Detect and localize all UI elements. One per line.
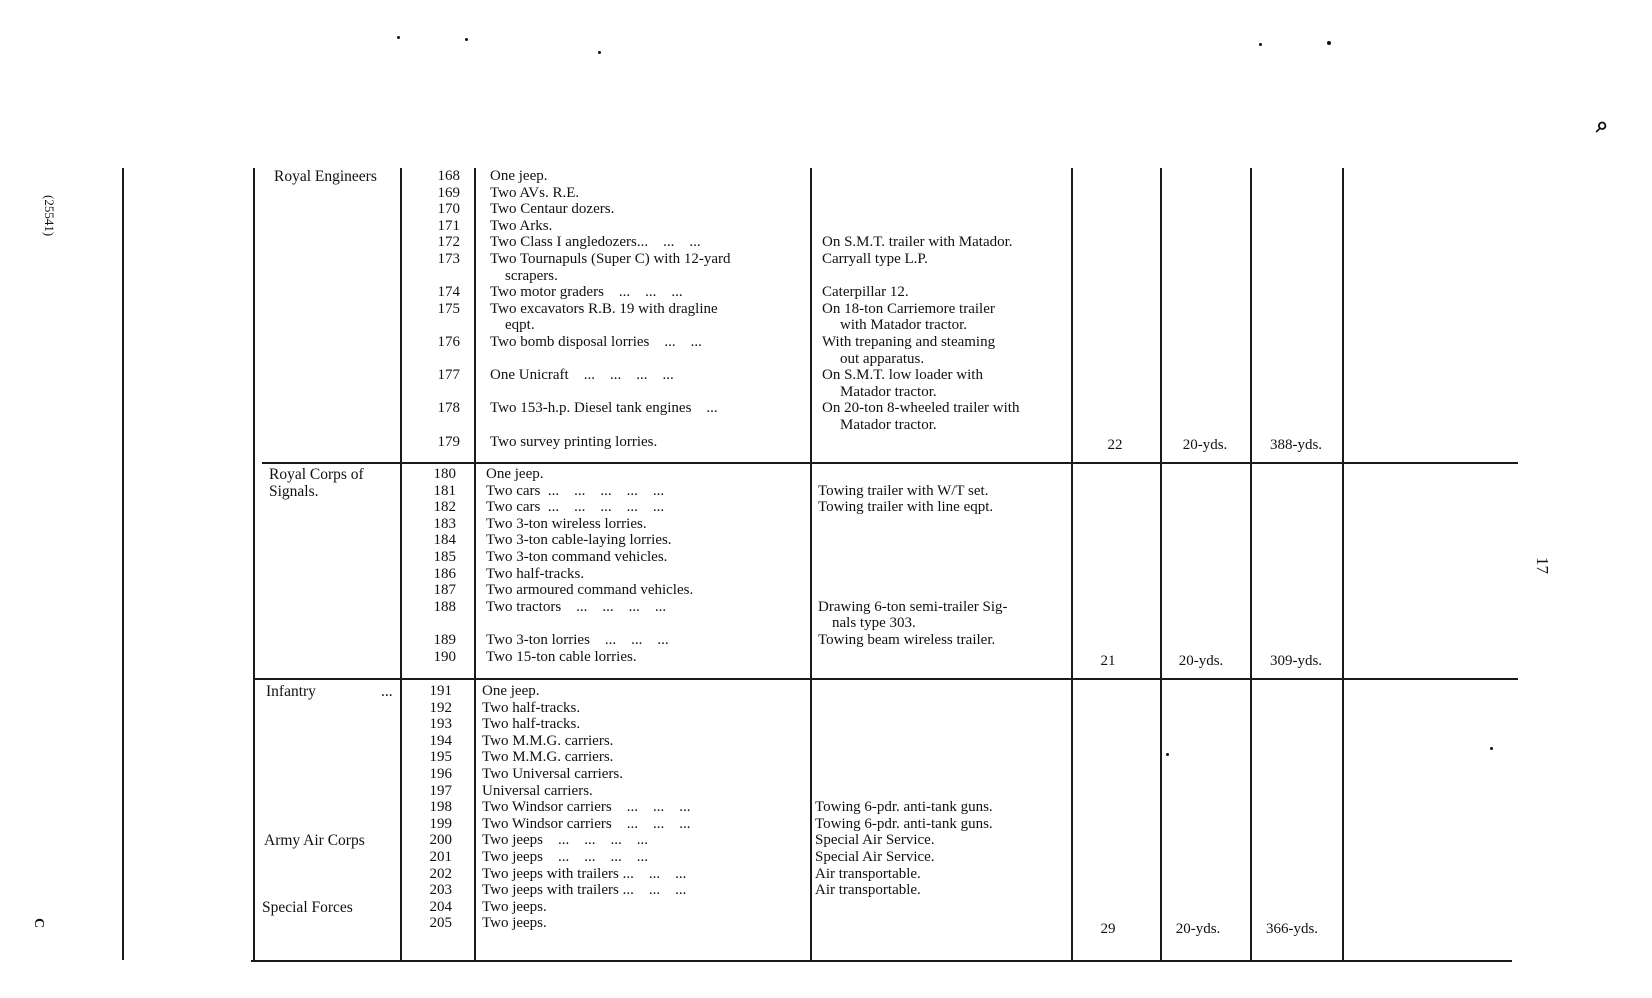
serial-number: 194 xyxy=(429,732,452,749)
serial-number: 173 xyxy=(437,251,460,267)
margin-reference: (25541) xyxy=(42,195,57,237)
serial-number: 174 xyxy=(437,284,460,301)
vehicle-description: Two jeeps. xyxy=(482,915,547,932)
col-rule-remarks xyxy=(1071,168,1073,960)
vehicle-description: Two M.M.G. carriers. xyxy=(482,749,614,766)
scan-speck xyxy=(397,36,400,39)
column-length: 366-yds. xyxy=(1265,921,1319,937)
vehicle-description: Two Class I angledozers... ... ... xyxy=(490,234,701,251)
left-margin-rule xyxy=(122,168,124,960)
vehicle-description: Two 3-ton command vehicles. xyxy=(486,549,668,565)
remark: On S.M.T. low loader with xyxy=(822,367,983,384)
serial-number: 195 xyxy=(429,749,452,766)
remark: out apparatus. xyxy=(840,350,925,367)
serial-number: 198 xyxy=(429,799,452,816)
vehicle-description: Two 3-ton cable-laying lorries. xyxy=(486,532,672,549)
section-name: Royal Engineers xyxy=(274,168,377,185)
serial-number: 170 xyxy=(437,201,460,218)
remark: Caterpillar 12. xyxy=(822,284,909,301)
serial-number: 188 xyxy=(433,598,456,615)
vehicle-description: scrapers. xyxy=(505,267,558,284)
col-rule-total xyxy=(1160,168,1162,960)
vehicle-description: Two jeeps ... ... ... ... xyxy=(482,849,649,865)
remark: With trepaning and steaming xyxy=(822,334,996,350)
serial-number: 200 xyxy=(429,832,452,849)
serial-number: 182 xyxy=(433,499,456,516)
subsection-label-army-air-corps: Army Air Corps xyxy=(264,832,365,849)
vehicle-description: Two Arks. xyxy=(490,217,553,234)
vehicle-description: Two Windsor carriers ... ... ... xyxy=(482,815,691,832)
vehicle-description: Two jeeps. xyxy=(482,898,547,915)
vehicle-description: Two tractors ... ... ... ... xyxy=(486,598,667,615)
remark: Matador tractor. xyxy=(840,383,937,400)
page-number: 17 xyxy=(1533,557,1552,574)
scan-speck xyxy=(465,38,468,41)
vehicle-description: Two half-tracks. xyxy=(486,565,585,582)
serial-number: 202 xyxy=(429,865,452,882)
serial-number: 181 xyxy=(433,482,456,499)
vehicle-description: eqpt. xyxy=(505,317,535,334)
total-vehicles: 21 xyxy=(1100,653,1116,669)
margin-letter: C xyxy=(31,918,46,929)
serial-number: 185 xyxy=(433,549,456,565)
remark: Air transportable. xyxy=(815,865,921,882)
vehicle-description: One Unicraft ... ... ... ... xyxy=(490,367,674,384)
serial-number: 190 xyxy=(433,648,456,665)
remark: Air transportable. xyxy=(815,882,921,899)
vehicle-description: Two Universal carriers. xyxy=(482,766,623,782)
vehicle-description: Two cars ... ... ... ... ... xyxy=(486,499,665,516)
scan-speck xyxy=(598,51,601,54)
vehicle-description: Two Windsor carriers ... ... ... xyxy=(482,799,691,816)
vehicle-description: One jeep. xyxy=(490,168,548,184)
vehicle-description: Two jeeps with trailers ... ... ... xyxy=(482,865,687,882)
vehicle-description: Two survey printing lorries. xyxy=(490,433,658,450)
vehicle-description: Two 153-h.p. Diesel tank engines ... xyxy=(490,400,718,417)
serial-number: 187 xyxy=(433,582,456,599)
remark: Towing 6-pdr. anti-tank guns. xyxy=(815,799,993,816)
gap-distance: 20-yds. xyxy=(1178,653,1224,669)
serial-number: 180 xyxy=(433,466,456,482)
serial-number: 199 xyxy=(429,815,452,832)
subsection-label-special-forces: Special Forces xyxy=(262,899,353,916)
vehicle-description: Two 15-ton cable lorries. xyxy=(486,648,637,665)
column-length: 388-yds. xyxy=(1269,437,1323,453)
table-left-rule xyxy=(253,168,255,960)
col-rule-length xyxy=(1342,168,1344,960)
section-divider xyxy=(253,678,1518,680)
col-rule-unit xyxy=(400,168,402,960)
gap-distance: 20-yds. xyxy=(1175,921,1221,937)
serial-number: 203 xyxy=(429,882,452,899)
remark: Special Air Service. xyxy=(815,849,935,865)
vehicle-description: Two half-tracks. xyxy=(482,699,581,716)
gap-distance: 20-yds. xyxy=(1182,437,1228,453)
remark: Matador tractor. xyxy=(840,417,937,433)
remark: Towing trailer with W/T set. xyxy=(818,482,989,499)
vehicle-description: Two Centaur dozers. xyxy=(490,201,615,218)
total-vehicles: 29 xyxy=(1100,921,1116,937)
serial-number: 193 xyxy=(429,716,452,733)
serial-number: 186 xyxy=(433,565,456,582)
remark: On 20-ton 8-wheeled trailer with xyxy=(822,400,1020,417)
vehicle-description: Two 3-ton lorries ... ... ... xyxy=(486,632,669,648)
serial-number: 178 xyxy=(437,400,460,417)
remark: Special Air Service. xyxy=(815,832,935,849)
serial-number: 171 xyxy=(437,217,460,234)
serial-number: 205 xyxy=(429,915,452,932)
vehicle-description: One jeep. xyxy=(486,466,544,482)
remark: nals type 303. xyxy=(832,615,916,632)
column-length: 309-yds. xyxy=(1269,653,1323,669)
remark: with Matador tractor. xyxy=(840,317,968,334)
vehicle-description: Two excavators R.B. 19 with dragline xyxy=(490,300,718,317)
serial-number: 168 xyxy=(437,168,460,184)
section-dots: ... xyxy=(381,683,393,700)
scan-speck xyxy=(1166,753,1169,756)
serial-number: 172 xyxy=(437,234,460,251)
vehicle-description: Two motor graders ... ... ... xyxy=(490,284,683,301)
remark: Carryall type L.P. xyxy=(822,251,928,267)
remark: Towing trailer with line eqpt. xyxy=(818,499,994,516)
remark: Towing 6-pdr. anti-tank guns. xyxy=(815,815,993,832)
remark: Towing beam wireless trailer. xyxy=(818,632,996,648)
vehicle-description: Two half-tracks. xyxy=(482,716,581,733)
scan-speck xyxy=(1490,747,1493,750)
serial-number: 183 xyxy=(433,515,456,532)
col-rule-desc xyxy=(810,168,812,960)
scan-speck xyxy=(1327,41,1331,45)
serial-number: 176 xyxy=(437,334,460,350)
serial-number: 175 xyxy=(437,300,460,317)
serial-number: 169 xyxy=(437,184,460,201)
serial-number: 192 xyxy=(429,699,452,716)
scan-speck xyxy=(1259,43,1262,46)
vehicle-description: Two bomb disposal lorries ... ... xyxy=(490,334,702,350)
total-vehicles: 22 xyxy=(1107,437,1123,453)
vehicle-description: Two cars ... ... ... ... ... xyxy=(486,482,665,499)
serial-number: 177 xyxy=(437,367,460,384)
vehicle-description: Two 3-ton wireless lorries. xyxy=(486,515,647,532)
vehicle-description: Two armoured command vehicles. xyxy=(486,582,694,599)
serial-number: 179 xyxy=(437,433,460,450)
vehicle-description: Two AVs. R.E. xyxy=(490,184,580,201)
scan-mark-icon: ⌕ xyxy=(1596,112,1609,137)
serial-number: 201 xyxy=(429,849,452,865)
section-name: Infantry xyxy=(266,683,316,700)
col-rule-gap xyxy=(1250,168,1252,960)
vehicle-description: Two jeeps with trailers ... ... ... xyxy=(482,882,687,899)
col-rule-serial xyxy=(474,168,476,960)
remark: On 18-ton Carriemore trailer xyxy=(822,300,995,317)
vehicle-description: One jeep. xyxy=(482,683,540,699)
serial-number: 191 xyxy=(429,683,452,699)
serial-number: 197 xyxy=(429,782,452,799)
serial-number: 196 xyxy=(429,766,452,782)
serial-number: 184 xyxy=(433,532,456,549)
section-name: Royal Corps of Signals. xyxy=(269,466,364,500)
vehicle-description: Two jeeps ... ... ... ... xyxy=(482,832,649,849)
serial-number: 204 xyxy=(429,898,452,915)
remark: Drawing 6-ton semi-trailer Sig- xyxy=(818,598,1008,615)
serial-number: 189 xyxy=(433,632,456,648)
vehicle-description: Universal carriers. xyxy=(482,782,593,799)
vehicle-description: Two Tournapuls (Super C) with 12-yard xyxy=(490,251,731,267)
table-bottom-rule xyxy=(251,960,1512,962)
vehicle-description: Two M.M.G. carriers. xyxy=(482,732,614,749)
section-divider xyxy=(262,462,1518,464)
remark: On S.M.T. trailer with Matador. xyxy=(822,234,1013,251)
